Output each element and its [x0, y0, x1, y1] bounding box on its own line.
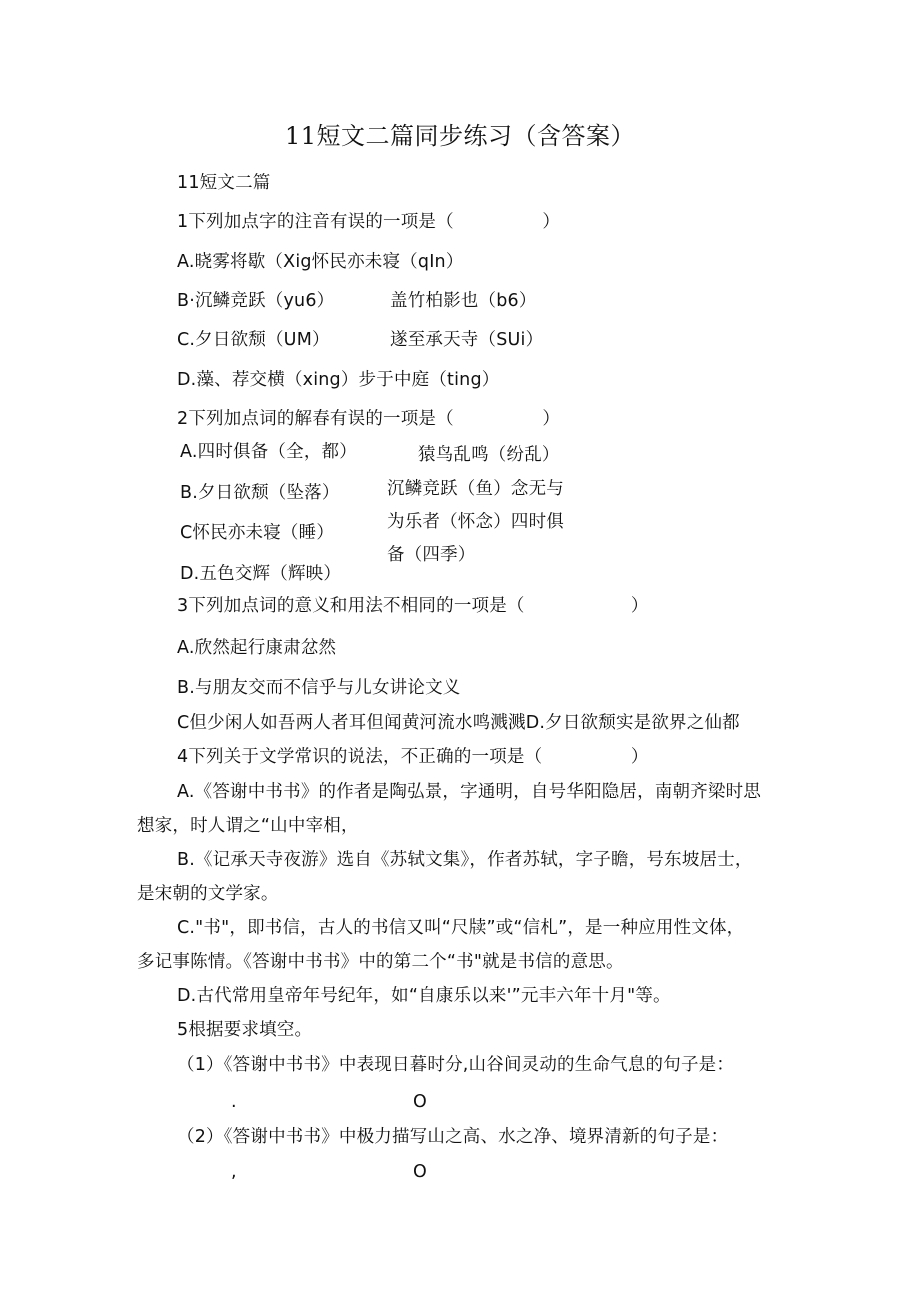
question-4-option-a: A.《答谢中书书》的作者是陶弘景，字通明，自号华阳隐居，南朝齐梁时思 [177, 782, 762, 802]
question-2-option-a-part2: 猿鸟乱鸣（纷乱） [418, 445, 560, 465]
question-1-option-a: A.晓雾将歇（Xig怀民亦未寝（qIn） [177, 252, 464, 272]
question-3-stem: 3下列加点词的意义和用法不相同的一项是（ ） [177, 596, 649, 616]
question-4-option-a-cont: 想家，时人谓之“山中宰相， [137, 816, 359, 836]
question-4-option-b-cont: 是宋朝的文学家。 [137, 884, 279, 904]
question-5-item-1-blank-mark: . [231, 1092, 237, 1112]
question-4-option-d: D.古代常用皇帝年号纪年，如“自康乐以来'”元丰六年十月"等。 [177, 986, 671, 1006]
question-4-option-c: C."书"，即书信，古人的书信又叫“尺牍”或“信札”，是一种应用性文体， [177, 918, 745, 938]
question-2-col-line-2: 为乐者（怀念）四时俱 [387, 512, 564, 532]
question-1-option-b: B·沉鳞竞跃（yu6） [177, 291, 335, 311]
question-1-option-d: D.藻、荐交横（xing）步于中庭（ting） [177, 370, 500, 390]
question-5-item-1: （1）《答谢中书书》中表现日暮时分,山谷间灵动的生命气息的句子是： [177, 1055, 735, 1075]
question-2-option-c: C怀民亦未寝（睡） [180, 523, 335, 543]
question-1-option-b-part2: 盖竹柏影也（b6） [390, 291, 537, 311]
question-5-stem: 5根据要求填空。 [177, 1020, 313, 1040]
question-5-item-2: （2）《答谢中书书》中极力描写山之高、水之净、境界清新的句子是： [177, 1127, 729, 1147]
question-1-option-c-part2: 遂至承天寺（SUi） [390, 330, 544, 350]
question-3-option-c-d: C但少闲人如吾两人者耳但闻黄河流水鸣溅溅D.夕日欲颓实是欲界之仙都 [177, 713, 740, 733]
subtitle: 11短文二篇 [177, 173, 271, 193]
question-5-item-2-end-mark: O [413, 1162, 427, 1182]
question-5-item-1-end-mark: O [413, 1092, 427, 1112]
question-2-option-d: D.五色交辉（辉映） [180, 564, 342, 584]
question-3-option-b: B.与朋友交而不信乎与儿女讲论文义 [177, 678, 461, 698]
question-2-col-line-3: 备（四季） [387, 545, 476, 565]
question-4-option-c-cont: 多记事陈情。《答谢中书书》中的第二个“书"就是书信的意思。 [137, 952, 624, 972]
question-1-stem: 1下列加点字的注音有误的一项是（ ） [177, 212, 561, 232]
document-title: 11短文二篇同步练习（含答案） [284, 122, 636, 150]
question-2-option-a: A.四时俱备（全，都） [180, 442, 357, 462]
question-4-option-b: B.《记承天寺夜游》选自《苏轼文集》，作者苏轼，字子瞻，号东坡居士， [177, 850, 753, 870]
question-5-item-2-blank-mark: , [231, 1162, 237, 1182]
question-1-option-c: C.夕日欲颓（UM） [177, 330, 330, 350]
question-2-option-b: B.夕日欲颓（坠落） [180, 483, 340, 503]
question-4-stem: 4下列关于文学常识的说法，不正确的一项是（ ） [177, 747, 649, 767]
question-2-stem: 2下列加点词的解春有误的一项是（ ） [177, 409, 561, 429]
question-3-option-a: A.欣然起行康肃忿然 [177, 638, 337, 658]
question-2-col-line-1: 沉鳞竞跃（鱼）念无与 [387, 479, 564, 499]
